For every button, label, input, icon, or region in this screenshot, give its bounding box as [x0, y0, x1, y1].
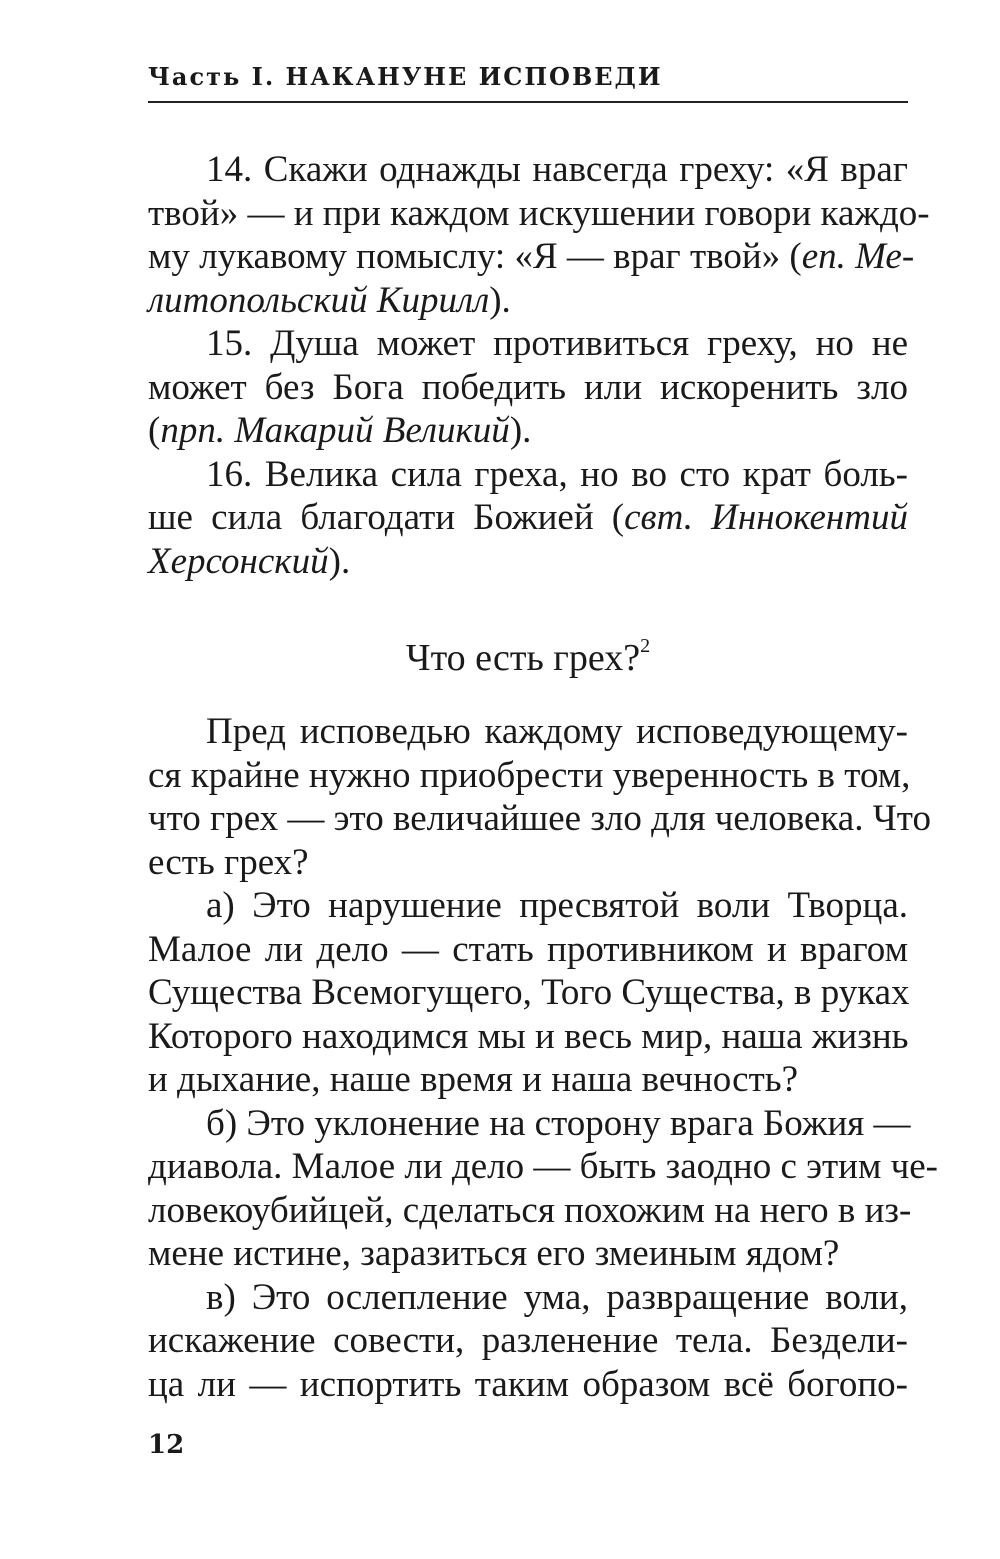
intro-line-1: Пред исповедью каждому исповедующему- [206, 711, 908, 752]
item-b-line-1: б) Это уклонение на сторону врага Божия — [206, 1102, 911, 1144]
paragraph-15-close: ). [509, 410, 532, 451]
intro-line-3: что грех — это величайшее зло для человека. Что [148, 798, 931, 839]
intro-line-4: есть грех? [148, 841, 309, 883]
paragraph-15-line-1: 15. Душа может противиться греху, но не [206, 323, 908, 364]
paragraph-14-author-start: еп. Ме- [801, 236, 915, 277]
item-v-line-1: в) Это ослепление ума, развращение воли, [206, 1276, 908, 1318]
section-heading-title: Что есть грех? [405, 637, 641, 679]
paragraph-16-line-2 [148, 496, 908, 540]
paragraph-16-line-1: 16. Велика сила греха, но во сто крат боль- [206, 453, 908, 495]
paragraph-14-line-3 [148, 235, 915, 279]
item-a-line-5: и дыхание, наше время и наша вечность? [148, 1059, 799, 1100]
item-a-line-2: Малое ли дело — стать противником и врагом [148, 928, 908, 970]
item-b-line-3: ловекоубийцей, сделаться похожим на него в из- [148, 1189, 912, 1231]
section-heading [148, 635, 908, 683]
page-number: 12 [148, 1430, 185, 1460]
paragraph-14-close: ). [489, 279, 511, 321]
header-rule [148, 101, 908, 103]
paragraph-15-line-2: может без Бога победить или искоренить зло [148, 366, 908, 408]
paragraph-14-line-3-text: му лукавому помыслу: «Я — враг твой» ( [148, 236, 802, 277]
section-what-is-sin [148, 710, 938, 1406]
paragraph-15-author: прп. Макарий Великий [160, 410, 510, 451]
item-b-line-4: мене истине, заразиться его змеиным ядом? [148, 1233, 840, 1274]
paragraph-14-line-4 [148, 279, 908, 323]
paragraph-16-line-2-text: ше сила благодати Божией ( [148, 497, 625, 538]
paragraph-14-line-2: твой» — и при каждом искушении говори каждо- [148, 192, 930, 234]
item-a-line-1: а) Это нарушение пресвятой воли Творца. [206, 885, 908, 926]
paragraph-16-close: ). [328, 540, 351, 582]
paragraph-15-line-3 [148, 409, 908, 453]
item-v-line-2: искажение совести, разленение тела. Бездели- [148, 1320, 908, 1361]
paragraph-14-line-1: 14. Скажи однажды навсегда греху: «Я враг [206, 149, 908, 190]
paragraph-15-open: ( [148, 410, 161, 451]
item-a-line-3: Существа Всемогущего, Того Существа, в руках [148, 972, 910, 1013]
paragraph-14-author-end: литопольский Кирилл [148, 279, 490, 321]
paragraph-16-author-start: свт. Иннокентий [624, 497, 908, 538]
footnote-ref: 2 [640, 635, 651, 657]
item-v-line-3: ца ли — испортить таким образом всё богопо- [148, 1363, 908, 1405]
paragraph-16-line-3 [148, 540, 908, 584]
paragraph-16-author-end: Херсонский [148, 540, 329, 582]
item-a-line-4: Которого находимся мы и весь мир, наша жизнь [148, 1015, 909, 1057]
section-quotes [148, 148, 930, 583]
running-head: Часть I. НАКАНУНЕ ИСПОВЕДИ [148, 62, 663, 91]
item-b-line-2: диавола. Малое ли дело — быть заодно с этим че- [148, 1146, 938, 1187]
intro-line-2: ся крайне нужно приобрести уверенность в том, [148, 754, 911, 796]
